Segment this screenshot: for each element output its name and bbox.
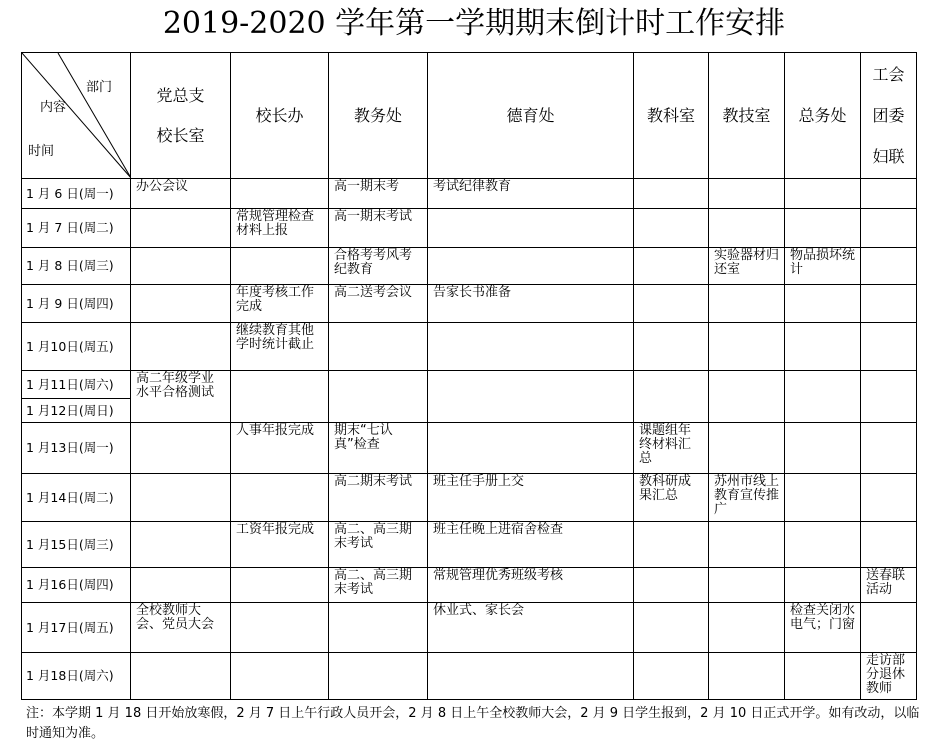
corner-content-label: 内容 xyxy=(40,100,67,115)
schedule-cell: 实验器材归还室 xyxy=(709,248,785,285)
schedule-cell: 高二、高三期末考试 xyxy=(329,522,428,568)
schedule-cell xyxy=(131,474,231,522)
schedule-cell: 期末“七认真”检查 xyxy=(329,423,428,474)
date-cell: 1 月13日(周一) xyxy=(22,423,131,474)
schedule-cell: 高一期末考试 xyxy=(329,209,428,248)
schedule-cell xyxy=(861,248,917,285)
schedule-cell: 继续教育其他学时统计截止 xyxy=(231,323,329,371)
schedule-cell: 工资年报完成 xyxy=(231,522,329,568)
schedule-cell xyxy=(131,423,231,474)
table-row xyxy=(22,568,917,603)
table-row xyxy=(22,603,917,653)
schedule-cell xyxy=(709,209,785,248)
corner-header xyxy=(22,53,131,179)
schedule-cell xyxy=(709,179,785,209)
schedule-cell xyxy=(785,474,861,522)
column-header xyxy=(709,53,785,179)
schedule-cell xyxy=(861,285,917,323)
schedule-cell xyxy=(329,653,428,700)
schedule-cell: 教科研成果汇总 xyxy=(634,474,709,522)
schedule-cell: 高二、高三期末考试 xyxy=(329,568,428,603)
schedule-cell: 课题组年终材料汇总 xyxy=(634,423,709,474)
schedule-cell xyxy=(785,209,861,248)
schedule-cell: 班主任手册上交 xyxy=(428,474,634,522)
schedule-cell: 合格考考风考纪教育 xyxy=(329,248,428,285)
schedule-cell xyxy=(131,285,231,323)
column-header-line: 校长室 xyxy=(156,125,205,145)
schedule-cell xyxy=(709,653,785,700)
table-row xyxy=(22,179,917,209)
schedule-cell xyxy=(709,522,785,568)
corner-dept-label: 部门 xyxy=(86,80,113,95)
schedule-cell xyxy=(231,653,329,700)
table-row xyxy=(22,248,917,285)
schedule-cell: 办公会议 xyxy=(131,179,231,209)
schedule-cell xyxy=(709,423,785,474)
schedule-cell xyxy=(634,371,709,423)
date-cell: 1 月16日(周四) xyxy=(22,568,131,603)
header-row xyxy=(22,53,917,179)
table-row xyxy=(22,209,917,248)
column-header-line: 团委 xyxy=(872,106,905,125)
schedule-cell: 走访部分退休教师 xyxy=(861,653,917,700)
schedule-cell xyxy=(131,248,231,285)
column-header xyxy=(131,53,231,179)
schedule-cell xyxy=(861,179,917,209)
column-header xyxy=(634,53,709,179)
schedule-cell: 全校教师大会、党员大会 xyxy=(131,603,231,653)
date-cell: 1 月17日(周五) xyxy=(22,603,131,653)
schedule-cell xyxy=(785,423,861,474)
schedule-cell xyxy=(709,371,785,423)
column-header xyxy=(428,53,634,179)
schedule-cell xyxy=(861,522,917,568)
schedule-cell xyxy=(785,522,861,568)
date-cell: 1 月18日(周六) xyxy=(22,653,131,700)
column-header-line: 教务处 xyxy=(353,105,402,125)
schedule-cell xyxy=(861,474,917,522)
corner-time-label: 时间 xyxy=(28,144,55,159)
column-header-line: 教科室 xyxy=(646,105,695,125)
date-cell: 1 月14日(周二) xyxy=(22,474,131,522)
date-cell: 1 月 6 日(周一) xyxy=(22,179,131,209)
schedule-cell xyxy=(428,423,634,474)
schedule-cell xyxy=(861,423,917,474)
schedule-cell xyxy=(861,603,917,653)
schedule-cell: 高二送考会议 xyxy=(329,285,428,323)
column-header xyxy=(785,53,861,179)
schedule-cell xyxy=(861,209,917,248)
schedule-cell xyxy=(131,323,231,371)
schedule-cell xyxy=(634,568,709,603)
schedule-cell xyxy=(634,209,709,248)
schedule-cell xyxy=(131,653,231,700)
column-header-line: 妇联 xyxy=(872,147,905,166)
table-row xyxy=(22,522,917,568)
schedule-cell xyxy=(709,603,785,653)
schedule-cell xyxy=(785,568,861,603)
schedule-cell xyxy=(231,179,329,209)
schedule-cell: 高二年级学业水平合格测试 xyxy=(131,371,231,423)
column-header-line: 德育处 xyxy=(506,105,555,125)
schedule-cell xyxy=(634,522,709,568)
diagonal-lines xyxy=(22,53,131,179)
date-cell: 1 月 7 日(周二) xyxy=(22,209,131,248)
table-row xyxy=(22,474,917,522)
date-cell: 1 月12日(周日) xyxy=(22,399,131,423)
page-title: 2019-2020 学年第一学期期末倒计时工作安排 xyxy=(162,6,786,41)
schedule-cell xyxy=(231,603,329,653)
schedule-cell xyxy=(131,522,231,568)
schedule-cell xyxy=(231,371,329,423)
schedule-cell xyxy=(428,371,634,423)
schedule-cell xyxy=(131,209,231,248)
schedule-cell xyxy=(634,285,709,323)
footnote: 注：本学期 1 月 18 日开始放寒假，2 月 7 日上午行政人员开会，2 月 8 日上午全校教师大会，2 月 9 日学生报到，2 月 10 日正式开学。如有改动，以临时通知为准。 xyxy=(26,706,920,741)
schedule-cell xyxy=(634,179,709,209)
schedule-cell xyxy=(231,474,329,522)
schedule-cell xyxy=(634,323,709,371)
schedule-cell xyxy=(634,603,709,653)
schedule-cell xyxy=(785,285,861,323)
column-header-line: 教技室 xyxy=(722,105,771,125)
schedule-cell xyxy=(428,653,634,700)
schedule-cell: 常规管理检查材料上报 xyxy=(231,209,329,248)
schedule-cell: 考试纪律教育 xyxy=(428,179,634,209)
table-row xyxy=(22,323,917,371)
schedule-cell xyxy=(428,248,634,285)
schedule-cell: 告家长书准备 xyxy=(428,285,634,323)
schedule-cell xyxy=(785,653,861,700)
schedule-cell xyxy=(131,568,231,603)
schedule-cell xyxy=(634,248,709,285)
schedule-cell: 人事年报完成 xyxy=(231,423,329,474)
schedule-cell xyxy=(428,323,634,371)
date-cell: 1 月15日(周三) xyxy=(22,522,131,568)
table-row xyxy=(22,423,917,474)
column-header xyxy=(861,53,917,179)
schedule-cell xyxy=(785,323,861,371)
schedule-cell xyxy=(231,248,329,285)
schedule-cell: 检查关闭水电气；门窗 xyxy=(785,603,861,653)
table-row xyxy=(22,371,917,399)
schedule-cell xyxy=(329,371,428,423)
schedule-table xyxy=(21,52,917,700)
schedule-cell xyxy=(329,603,428,653)
schedule-cell xyxy=(785,179,861,209)
schedule-cell: 班主任晚上进宿舍检查 xyxy=(428,522,634,568)
schedule-cell: 高二期末考试 xyxy=(329,474,428,522)
date-cell: 1 月10日(周五) xyxy=(22,323,131,371)
schedule-cell xyxy=(428,209,634,248)
schedule-cell xyxy=(785,371,861,423)
schedule-cell: 苏州市线上教育宣传推广 xyxy=(709,474,785,522)
schedule-cell xyxy=(634,653,709,700)
schedule-cell xyxy=(709,568,785,603)
schedule-cell: 年度考核工作完成 xyxy=(231,285,329,323)
column-header-line: 校长办 xyxy=(255,105,304,125)
schedule-cell xyxy=(861,371,917,423)
schedule-cell: 高一期末考 xyxy=(329,179,428,209)
schedule-cell xyxy=(709,323,785,371)
column-header xyxy=(231,53,329,179)
schedule-cell: 常规管理优秀班级考核 xyxy=(428,568,634,603)
schedule-cell: 送春联活动 xyxy=(861,568,917,603)
date-cell: 1 月 8 日(周三) xyxy=(22,248,131,285)
date-cell: 1 月 9 日(周四) xyxy=(22,285,131,323)
date-cell: 1 月11日(周六) xyxy=(22,371,131,399)
schedule-cell: 物品损坏统计 xyxy=(785,248,861,285)
column-header-line: 总务处 xyxy=(798,105,847,125)
column-header-line: 工会 xyxy=(872,65,905,84)
schedule-cell xyxy=(709,285,785,323)
column-header-line: 党总支 xyxy=(156,85,205,105)
schedule-cell xyxy=(861,323,917,371)
table-row xyxy=(22,653,917,700)
schedule-cell xyxy=(329,323,428,371)
schedule-cell: 休业式、家长会 xyxy=(428,603,634,653)
column-header xyxy=(329,53,428,179)
table-row xyxy=(22,285,917,323)
schedule-cell xyxy=(231,568,329,603)
